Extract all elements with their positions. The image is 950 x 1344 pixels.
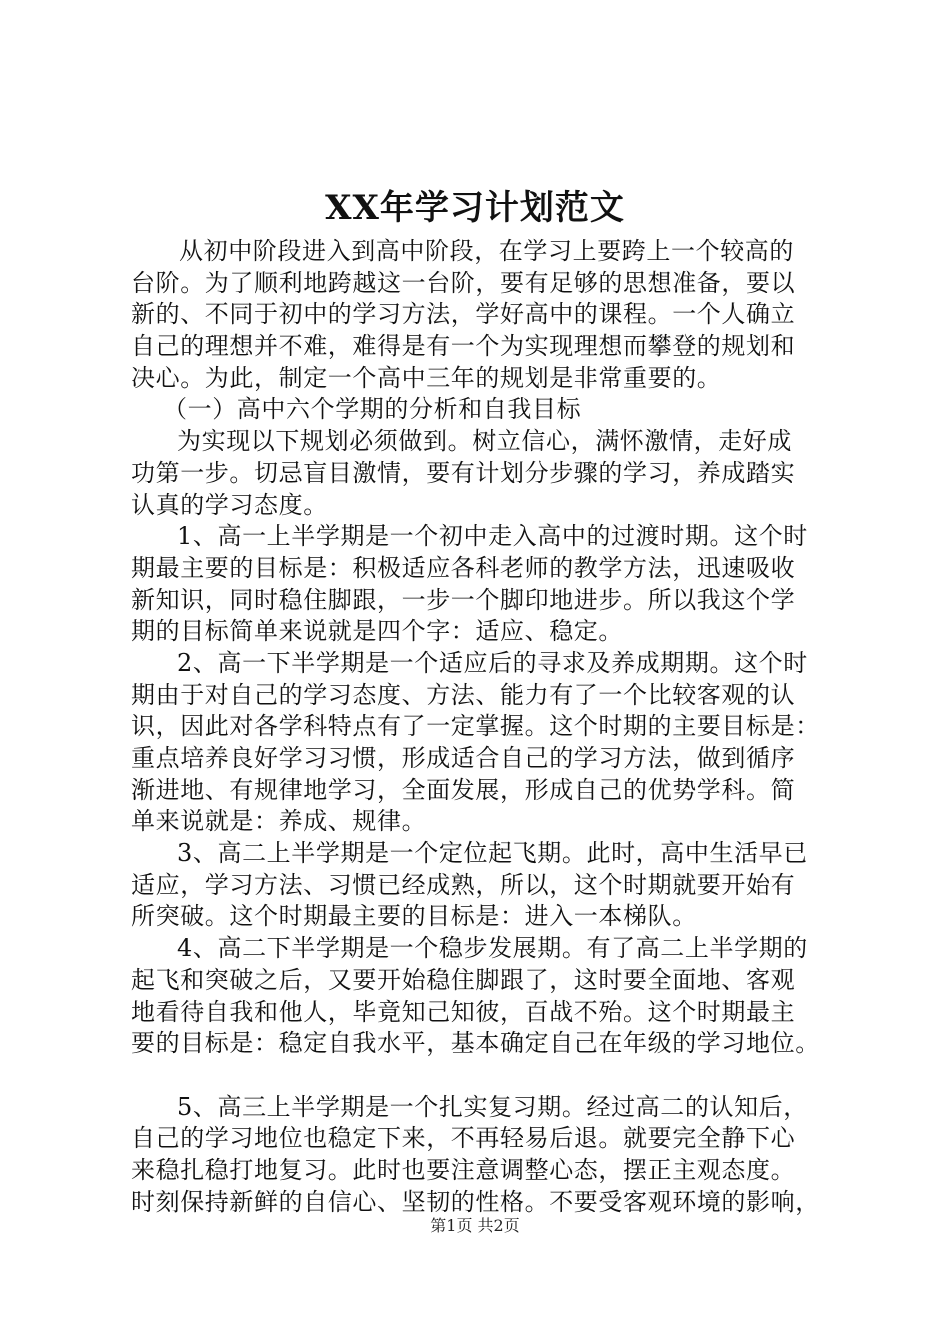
paragraph-line: 起飞和突破之后，又要开始稳住脚跟了，这时要全面地、客观 [131,965,796,994]
document-body [131,236,843,1218]
paragraph-line: 地看待自我和他人，毕竟知己知彼，百战不殆。这个时期最主 [131,997,796,1026]
blank-line [131,1060,843,1092]
paragraph-line: 3、高二上半学期是一个定位起飞期。此时，高中生活早已 [177,839,808,868]
paragraph-line: 适应，学习方法、习惯已经成熟，所以，这个时期就要开始有 [131,870,796,899]
paragraph-line: 新的、不同于初中的学习方法，学好高中的课程。一个人确立 [131,300,796,329]
paragraph-line: 单来说就是：养成、规律。 [131,807,427,836]
paragraph-line: 自己的理想并不难，难得是有一个为实现理想而攀登的规划和 [131,332,796,361]
paragraph-line: 认真的学习态度。 [131,490,328,519]
paragraph-line: 要的目标是：稳定自我水平，基本确定自己在年级的学习地位。 [131,1029,820,1058]
paragraph-line: 自己的学习地位也稳定下来，不再轻易后退。就要完全静下心 [131,1124,796,1153]
paragraph-line: 5、高三上半学期是一个扎实复习期。经过高二的认知后， [177,1092,808,1121]
paragraph-line: 决心。为此，制定一个高中三年的规划是非常重要的。 [131,363,722,392]
paragraph-line: 识，因此对各学科特点有了一定掌握。这个时期的主要目标是： [131,712,820,741]
paragraph-line: 新知识，同时稳住脚跟，一步一个脚印地进步。所以我这个学 [131,585,796,614]
paragraph-line: 期的目标简单来说就是四个字：适应、稳定。 [131,617,623,646]
paragraph-line: 从初中阶段进入到高中阶段，在学习上要跨上一个较高的 [179,237,794,265]
paragraph-line: 所突破。这个时期最主要的目标是：进入一本梯队。 [131,902,697,931]
paragraph-line: 2、高一下半学期是一个适应后的寻求及养成期期。这个时 [177,648,808,677]
paragraph-line: 期由于对自己的学习态度、方法、能力有了一个比较客观的认 [131,680,796,709]
page-number-footer: 第1页 共2页 [430,1216,520,1235]
paragraph-line: 台阶。为了顺利地跨越这一台阶，要有足够的思想准备，要以 [131,268,796,297]
paragraph-line: 渐进地、有规律地学习，全面发展，形成自己的优势学科。简 [131,775,796,804]
paragraph-line: 时刻保持新鲜的自信心、坚韧的性格。不要受客观环境的影响， [131,1187,820,1216]
paragraph-line: 功第一步。切忌盲目激情，要有计划分步骤的学习，养成踏实 [131,458,796,487]
section-heading: （一）高中六个学期的分析和自我目标 [163,395,582,424]
paragraph-line: 期最主要的目标是：积极适应各科老师的教学方法，迅速吸收 [131,553,796,582]
paragraph-line: 为实现以下规划必须做到。树立信心，满怀激情，走好成 [177,427,792,456]
paragraph-line: 1、高一上半学期是一个初中走入高中的过渡时期。这个时 [177,522,808,551]
paragraph-line: 重点培养良好学习习惯，形成适合自己的学习方法，做到循序 [131,744,796,772]
paragraph-line: 4、高二下半学期是一个稳步发展期。有了高二上半学期的 [177,934,808,963]
document-title: XX年学习计划范文 [325,188,625,228]
paragraph-line: 来稳扎稳打地复习。此时也要注意调整心态，摆正主观态度。 [131,1155,796,1184]
